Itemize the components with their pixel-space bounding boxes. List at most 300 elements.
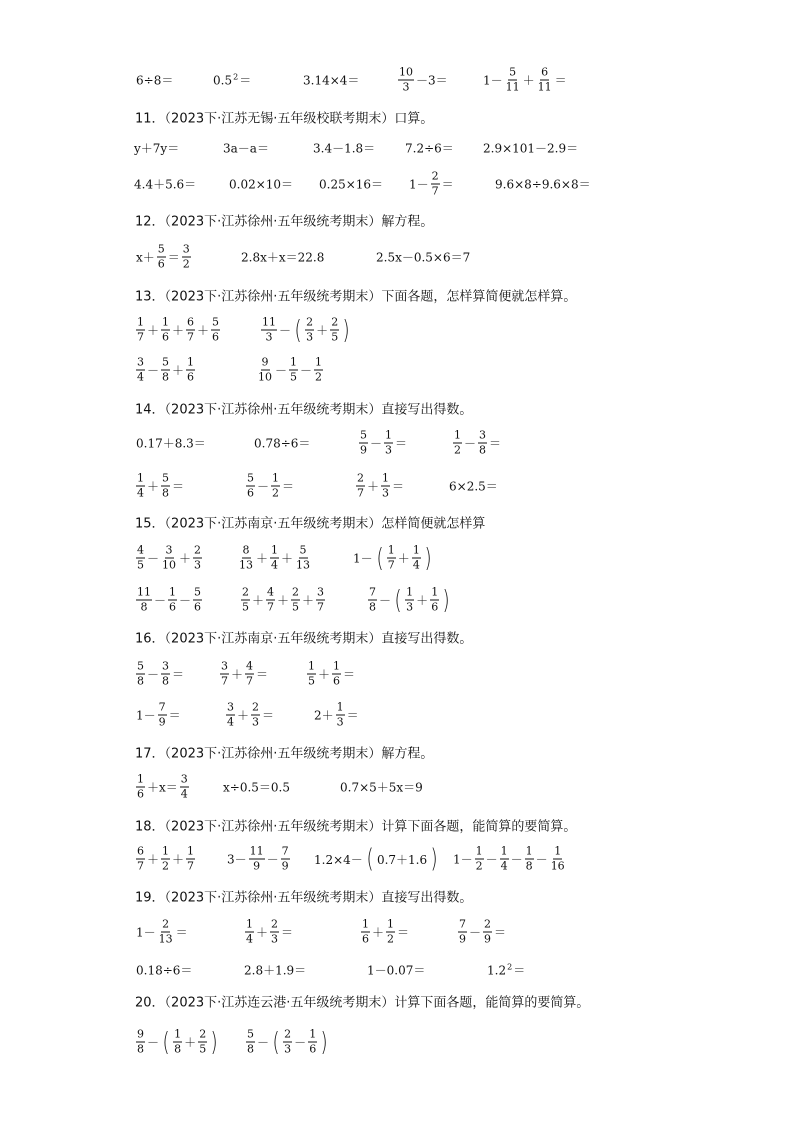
- fraction: [158, 919, 174, 946]
- math-expression: [452, 846, 567, 873]
- fraction-numerator: 3: [221, 659, 228, 673]
- fraction-numerator: 5: [162, 471, 170, 485]
- fraction-numerator: 1: [272, 471, 280, 485]
- expression-text: ＝: [168, 708, 181, 723]
- fraction-numerator: 5: [360, 428, 367, 442]
- expression-text: ＋: [277, 593, 290, 608]
- fraction: [281, 846, 290, 873]
- fraction-denominator: 7: [317, 600, 325, 614]
- expression-text: 1.2: [487, 963, 507, 977]
- math-expression: [135, 702, 182, 729]
- expression-text: ＋: [172, 852, 185, 867]
- fraction-numerator: 7: [158, 700, 166, 714]
- expression-text: －: [510, 852, 523, 867]
- fraction-denominator: 9: [253, 859, 261, 873]
- expression-text: ＝: [441, 177, 454, 192]
- fraction-denominator: 6: [309, 1042, 317, 1056]
- fraction-denominator: 5: [242, 600, 249, 614]
- fraction-denominator: 7: [357, 486, 364, 500]
- fraction: [330, 317, 339, 344]
- fraction-denominator: 3: [385, 443, 393, 457]
- fraction: [307, 661, 316, 688]
- expression-text: －: [464, 436, 477, 451]
- fraction-numerator: 9: [261, 355, 269, 369]
- fraction: [136, 774, 145, 801]
- expression-text: ＋: [237, 708, 250, 723]
- fraction-numerator: 3: [227, 700, 234, 714]
- fraction-numerator: 1: [137, 772, 144, 786]
- parenthesis: (: [272, 1027, 280, 1057]
- expression-text: －: [266, 852, 279, 867]
- expression-text: ＝: [343, 667, 356, 682]
- fraction-numerator: 5: [162, 355, 170, 369]
- math-expression: [306, 661, 356, 688]
- fraction-denominator: 2: [475, 859, 483, 873]
- expression-text: －: [275, 363, 288, 378]
- fraction-numerator: 3: [317, 585, 325, 599]
- parenthesis: (: [394, 585, 402, 615]
- expression-text: 2＋: [314, 708, 334, 723]
- fraction-numerator: 4: [267, 585, 275, 599]
- fraction: [241, 587, 250, 614]
- math-expression: [135, 587, 203, 614]
- fraction-numerator: 5: [157, 242, 165, 256]
- expression-text: ＝: [282, 479, 295, 494]
- fraction-numerator: 11: [249, 844, 264, 858]
- exponent: 2: [233, 72, 239, 82]
- expression-text: 0.18÷6＝: [136, 963, 193, 978]
- expression-text: 2.8＋1.9＝: [244, 963, 307, 978]
- expression-text: ＝: [172, 667, 185, 682]
- math-expression: [228, 176, 294, 193]
- fraction: [161, 545, 177, 572]
- fraction-denominator: 6: [137, 787, 144, 801]
- fraction-denominator: 6: [157, 257, 165, 271]
- fraction: [550, 846, 566, 873]
- fraction-denominator: 6: [212, 330, 220, 344]
- fraction-denominator: 8: [140, 600, 148, 614]
- fraction-numerator: 1: [362, 917, 369, 931]
- fraction-denominator: 2: [182, 257, 190, 271]
- fraction-numerator: 1: [554, 844, 562, 858]
- fraction-numerator: 2: [331, 315, 339, 329]
- math-expression: [260, 317, 352, 344]
- parenthesis: ): [320, 1027, 328, 1057]
- fraction-numerator: 3: [180, 772, 188, 786]
- math-expression: [135, 244, 192, 271]
- fraction-numerator: 2: [484, 917, 492, 931]
- expression-text: 0.02×10＝: [229, 177, 294, 192]
- fraction: [161, 357, 170, 384]
- fraction: [405, 587, 414, 614]
- expression-text: ＝: [513, 963, 526, 978]
- fraction: [226, 702, 235, 729]
- expression-text: ＝: [256, 667, 269, 682]
- fraction-denominator: 3: [406, 600, 414, 614]
- math-expression: [486, 962, 526, 979]
- fraction: [245, 661, 254, 688]
- expression-text: ＋: [302, 593, 315, 608]
- expression-text: 3.14×4＝: [303, 73, 360, 88]
- fraction-denominator: 6: [162, 330, 170, 344]
- fraction-numerator: 2: [194, 543, 202, 557]
- fraction-numerator: 2: [199, 1027, 207, 1041]
- math-expression: [135, 661, 185, 688]
- fraction: [245, 919, 254, 946]
- fraction-denominator: 13: [296, 558, 311, 572]
- expression-text: ＋: [184, 1035, 197, 1050]
- fraction-numerator: 3: [137, 355, 144, 369]
- fraction-denominator: 10: [258, 370, 272, 384]
- fraction-numerator: 1: [271, 543, 279, 557]
- math-expression: [352, 545, 434, 572]
- fraction-numerator: 5: [247, 1027, 254, 1041]
- fraction-numerator: 5: [509, 65, 517, 79]
- expression-text: －: [147, 363, 160, 378]
- parenthesis: ): [342, 315, 350, 345]
- expression-text: 1－0.07＝: [367, 963, 426, 978]
- math-expression: [135, 435, 207, 452]
- expression-text: 0.17＋8.3＝: [136, 436, 206, 451]
- fraction-denominator: 4: [137, 486, 144, 500]
- expression-text: ＝: [262, 708, 275, 723]
- parenthesis: (: [376, 543, 384, 573]
- parenthesis: ): [430, 844, 438, 874]
- fraction-denominator: 7: [267, 600, 275, 614]
- fraction-denominator: 6: [431, 600, 439, 614]
- question-heading: 11．（2023下·江苏无锡·五年级校联考期末）口算。: [135, 111, 434, 127]
- fraction: [246, 1029, 255, 1056]
- fraction-denominator: 9: [484, 932, 492, 946]
- fraction-numerator: 1: [412, 543, 420, 557]
- fraction: [168, 587, 177, 614]
- fraction: [291, 587, 300, 614]
- fraction: [136, 473, 145, 500]
- fraction: [136, 357, 145, 384]
- fraction-denominator: 8: [174, 1042, 182, 1056]
- fraction-denominator: 6: [187, 370, 195, 384]
- fraction-numerator: 1: [336, 700, 344, 714]
- expression-text: －: [370, 436, 383, 451]
- fraction: [161, 846, 170, 873]
- fraction: [193, 587, 202, 614]
- expression-text: 0.78÷6＝: [254, 436, 311, 451]
- fraction-denominator: 13: [158, 932, 173, 946]
- expression-text: －: [279, 323, 292, 338]
- fraction-numerator: 1: [315, 355, 323, 369]
- fraction-numerator: 1: [169, 585, 177, 599]
- expression-text: ＋: [256, 925, 269, 940]
- fraction: [198, 1029, 207, 1056]
- fraction-denominator: 7: [221, 674, 228, 688]
- fraction-denominator: 9: [281, 859, 289, 873]
- expression-text: ＋: [281, 551, 294, 566]
- fraction-denominator: 6: [333, 674, 341, 688]
- expression-text: 0.5: [213, 73, 233, 87]
- fraction: [475, 846, 484, 873]
- expression-text: ＋: [397, 551, 410, 566]
- fraction-numerator: 1: [290, 355, 298, 369]
- fraction-denominator: 5: [290, 370, 298, 384]
- fraction: [308, 1029, 317, 1056]
- fraction: [431, 171, 440, 198]
- fraction: [136, 661, 145, 688]
- expression-text: ＋: [252, 593, 265, 608]
- expression-text: ＋: [147, 479, 160, 494]
- fraction: [220, 661, 229, 688]
- fraction: [257, 357, 273, 384]
- fraction-numerator: 1: [187, 844, 195, 858]
- fraction-denominator: 3: [194, 558, 202, 572]
- fraction-denominator: 6: [169, 600, 177, 614]
- fraction-denominator: 9: [360, 443, 367, 457]
- fraction-numerator: 2: [271, 917, 279, 931]
- expression-text: ＋: [147, 852, 160, 867]
- fraction: [478, 430, 487, 457]
- fraction-denominator: 13: [239, 558, 253, 572]
- fraction-numerator: 4: [137, 543, 144, 557]
- fraction: [136, 587, 152, 614]
- fraction: [384, 430, 393, 457]
- fraction-numerator: 1: [309, 1027, 317, 1041]
- expression-text: 1－: [483, 73, 503, 88]
- expression-text: ＋x＝: [147, 780, 178, 795]
- math-expression: [397, 67, 449, 94]
- math-expression: [313, 846, 440, 872]
- fraction-numerator: 8: [242, 543, 250, 557]
- fraction-denominator: 8: [162, 370, 170, 384]
- expression-text: ＋: [147, 323, 160, 338]
- expression-text: 0.7＋1.6: [376, 852, 428, 867]
- expression-text: 3a－a＝: [223, 141, 269, 156]
- fraction-numerator: 1: [387, 917, 395, 931]
- fraction: [211, 317, 220, 344]
- expression-text: ＝: [494, 925, 507, 940]
- fraction-denominator: 9: [459, 932, 466, 946]
- fraction-numerator: 3: [162, 659, 170, 673]
- expression-text: ＋: [172, 323, 185, 338]
- fraction-denominator: 7: [137, 859, 144, 873]
- fraction-denominator: 6: [194, 600, 202, 614]
- question-heading: 12．（2023下·江苏徐州·五年级统考期末）解方程。: [135, 214, 434, 230]
- math-expression: [226, 846, 291, 873]
- math-expression: [245, 1029, 330, 1056]
- expression-text: ＝: [239, 73, 252, 88]
- fraction-numerator: 2: [292, 585, 300, 599]
- parenthesis: ): [210, 1027, 218, 1057]
- math-expression: [244, 919, 294, 946]
- fraction-numerator: 6: [137, 844, 144, 858]
- math-expression: [222, 140, 270, 157]
- fraction-denominator: 3: [402, 80, 410, 94]
- math-expression: [367, 587, 452, 614]
- fraction-denominator: 4: [271, 558, 279, 572]
- fraction: [398, 67, 414, 94]
- fraction-numerator: 1: [137, 471, 144, 485]
- math-expression: [482, 140, 579, 157]
- fraction-numerator: 7: [459, 917, 466, 931]
- expression-text: 3－: [227, 852, 247, 867]
- math-expression: [135, 919, 189, 946]
- fraction: [316, 587, 325, 614]
- fraction-denominator: 3: [252, 715, 260, 729]
- fraction-numerator: 4: [246, 659, 254, 673]
- math-expression: [240, 249, 325, 266]
- math-expression: [448, 478, 499, 495]
- fraction-denominator: 7: [187, 330, 195, 344]
- fraction-numerator: 1: [162, 844, 170, 858]
- fraction-denominator: 16: [550, 859, 565, 873]
- fraction: [525, 846, 534, 873]
- math-expression: [404, 140, 455, 157]
- math-expression: [243, 962, 307, 979]
- fraction-denominator: 3: [382, 486, 390, 500]
- fraction-denominator: 8: [162, 486, 170, 500]
- fraction-denominator: 7: [431, 184, 439, 198]
- math-expression: [212, 72, 252, 89]
- expression-text: 1－: [353, 551, 373, 566]
- expression-text: －: [147, 1035, 160, 1050]
- fraction-denominator: 3: [336, 715, 344, 729]
- fraction-denominator: 7: [246, 674, 254, 688]
- fraction-denominator: 4: [227, 715, 234, 729]
- question-heading: 14．（2023下·江苏徐州·五年级统考期末）直接写出得数。: [135, 402, 473, 418]
- fraction-denominator: 8: [525, 859, 533, 873]
- fraction: [161, 661, 170, 688]
- fraction-numerator: 2: [252, 700, 260, 714]
- expression-text: －: [379, 593, 392, 608]
- fraction: [295, 545, 311, 572]
- math-expression: [133, 176, 197, 193]
- expression-text: 1.2×4－: [314, 852, 363, 867]
- fraction-numerator: 1: [525, 844, 533, 858]
- parenthesis: (: [294, 315, 302, 345]
- parenthesis: (: [366, 844, 374, 874]
- fraction-denominator: 2: [162, 859, 170, 873]
- expression-text: ＋: [316, 323, 329, 338]
- expression-text: 1－: [136, 708, 156, 723]
- expression-text: y＋7y＝: [134, 141, 180, 156]
- fraction: [161, 317, 170, 344]
- expression-text: 1－: [453, 852, 473, 867]
- expression-text: －: [179, 593, 192, 608]
- math-expression: [219, 661, 269, 688]
- fraction-denominator: 5: [137, 558, 144, 572]
- math-expression: [253, 435, 311, 452]
- fraction-numerator: 5: [299, 543, 307, 557]
- fraction: [381, 473, 390, 500]
- fraction: [136, 846, 145, 873]
- fraction: [238, 545, 254, 572]
- fraction-numerator: 1: [454, 428, 461, 442]
- fraction-numerator: 5: [194, 585, 202, 599]
- fraction-numerator: 11: [262, 315, 276, 329]
- expression-text: 6×2.5＝: [449, 479, 498, 494]
- parenthesis: ): [424, 543, 432, 573]
- expression-text: ＋: [179, 551, 192, 566]
- fraction-numerator: 1: [387, 543, 395, 557]
- fraction-numerator: 2: [431, 169, 439, 183]
- fraction-numerator: 11: [137, 585, 151, 599]
- fraction: [186, 357, 195, 384]
- fraction: [458, 919, 467, 946]
- expression-text: 2.8x＋x＝22.8: [241, 250, 325, 265]
- expression-text: 2.5x－0.5×6＝7: [376, 250, 471, 265]
- expression-text: －: [147, 667, 160, 682]
- fraction-denominator: 4: [246, 932, 253, 946]
- fraction-denominator: 8: [479, 443, 487, 457]
- fraction-numerator: 3: [479, 428, 487, 442]
- fraction: [136, 1029, 145, 1056]
- expression-text: ＋: [318, 667, 331, 682]
- question-heading: 17．（2023下·江苏徐州·五年级统考期末）解方程。: [135, 746, 434, 762]
- expression-text: ＝: [392, 479, 405, 494]
- fraction: [537, 67, 553, 94]
- fraction-numerator: 2: [162, 917, 170, 931]
- fraction: [157, 244, 166, 271]
- fraction: [186, 846, 195, 873]
- fraction-numerator: 1: [500, 844, 508, 858]
- math-expression: [358, 430, 408, 457]
- fraction-denominator: 4: [180, 787, 188, 801]
- fraction-denominator: 6: [362, 932, 369, 946]
- expression-text: －: [257, 1035, 270, 1050]
- fraction: [430, 587, 439, 614]
- fraction-denominator: 3: [306, 330, 314, 344]
- expression-text: －: [257, 479, 270, 494]
- expression-text: －: [294, 1035, 307, 1050]
- fraction: [136, 317, 145, 344]
- expression-text: ＋: [522, 73, 535, 88]
- fraction-numerator: 1: [308, 659, 315, 673]
- math-expression: [302, 72, 360, 89]
- fraction-numerator: 10: [399, 65, 413, 79]
- expression-text: 1－: [409, 177, 429, 192]
- fraction: [361, 919, 370, 946]
- question-heading: 20．（2023下·江苏连云港·五年级统考期末）计算下面各题，能简算的要简算。: [135, 995, 590, 1011]
- math-expression: [366, 962, 426, 979]
- expression-text: －: [469, 925, 482, 940]
- expression-text: x＋: [136, 250, 155, 265]
- fraction: [158, 702, 167, 729]
- fraction-denominator: 2: [272, 486, 280, 500]
- expression-text: ＝: [395, 436, 408, 451]
- math-expression: [318, 176, 384, 193]
- fraction-numerator: 1: [475, 844, 483, 858]
- fraction: [161, 473, 170, 500]
- math-expression: [313, 702, 360, 729]
- fraction: [249, 846, 265, 873]
- fraction-numerator: 2: [242, 585, 249, 599]
- fraction-denominator: 8: [369, 600, 376, 614]
- math-expression: [494, 176, 592, 193]
- math-expression: [135, 1029, 220, 1056]
- expression-text: ＋: [256, 551, 269, 566]
- fraction: [186, 317, 195, 344]
- math-expression: [133, 140, 180, 157]
- fraction-numerator: 3: [182, 242, 190, 256]
- fraction-denominator: 8: [247, 1042, 254, 1056]
- expression-text: ＝: [281, 925, 294, 940]
- fraction: [173, 1029, 182, 1056]
- expression-text: ＝: [167, 250, 180, 265]
- math-expression: [222, 779, 291, 796]
- question-heading: 13．（2023下·江苏徐州·五年级统考期末）下面各题，怎样算简便就怎样算。: [135, 289, 577, 305]
- fraction-numerator: 6: [187, 315, 195, 329]
- math-expression: [355, 473, 405, 500]
- fraction: [193, 545, 202, 572]
- fraction: [483, 919, 492, 946]
